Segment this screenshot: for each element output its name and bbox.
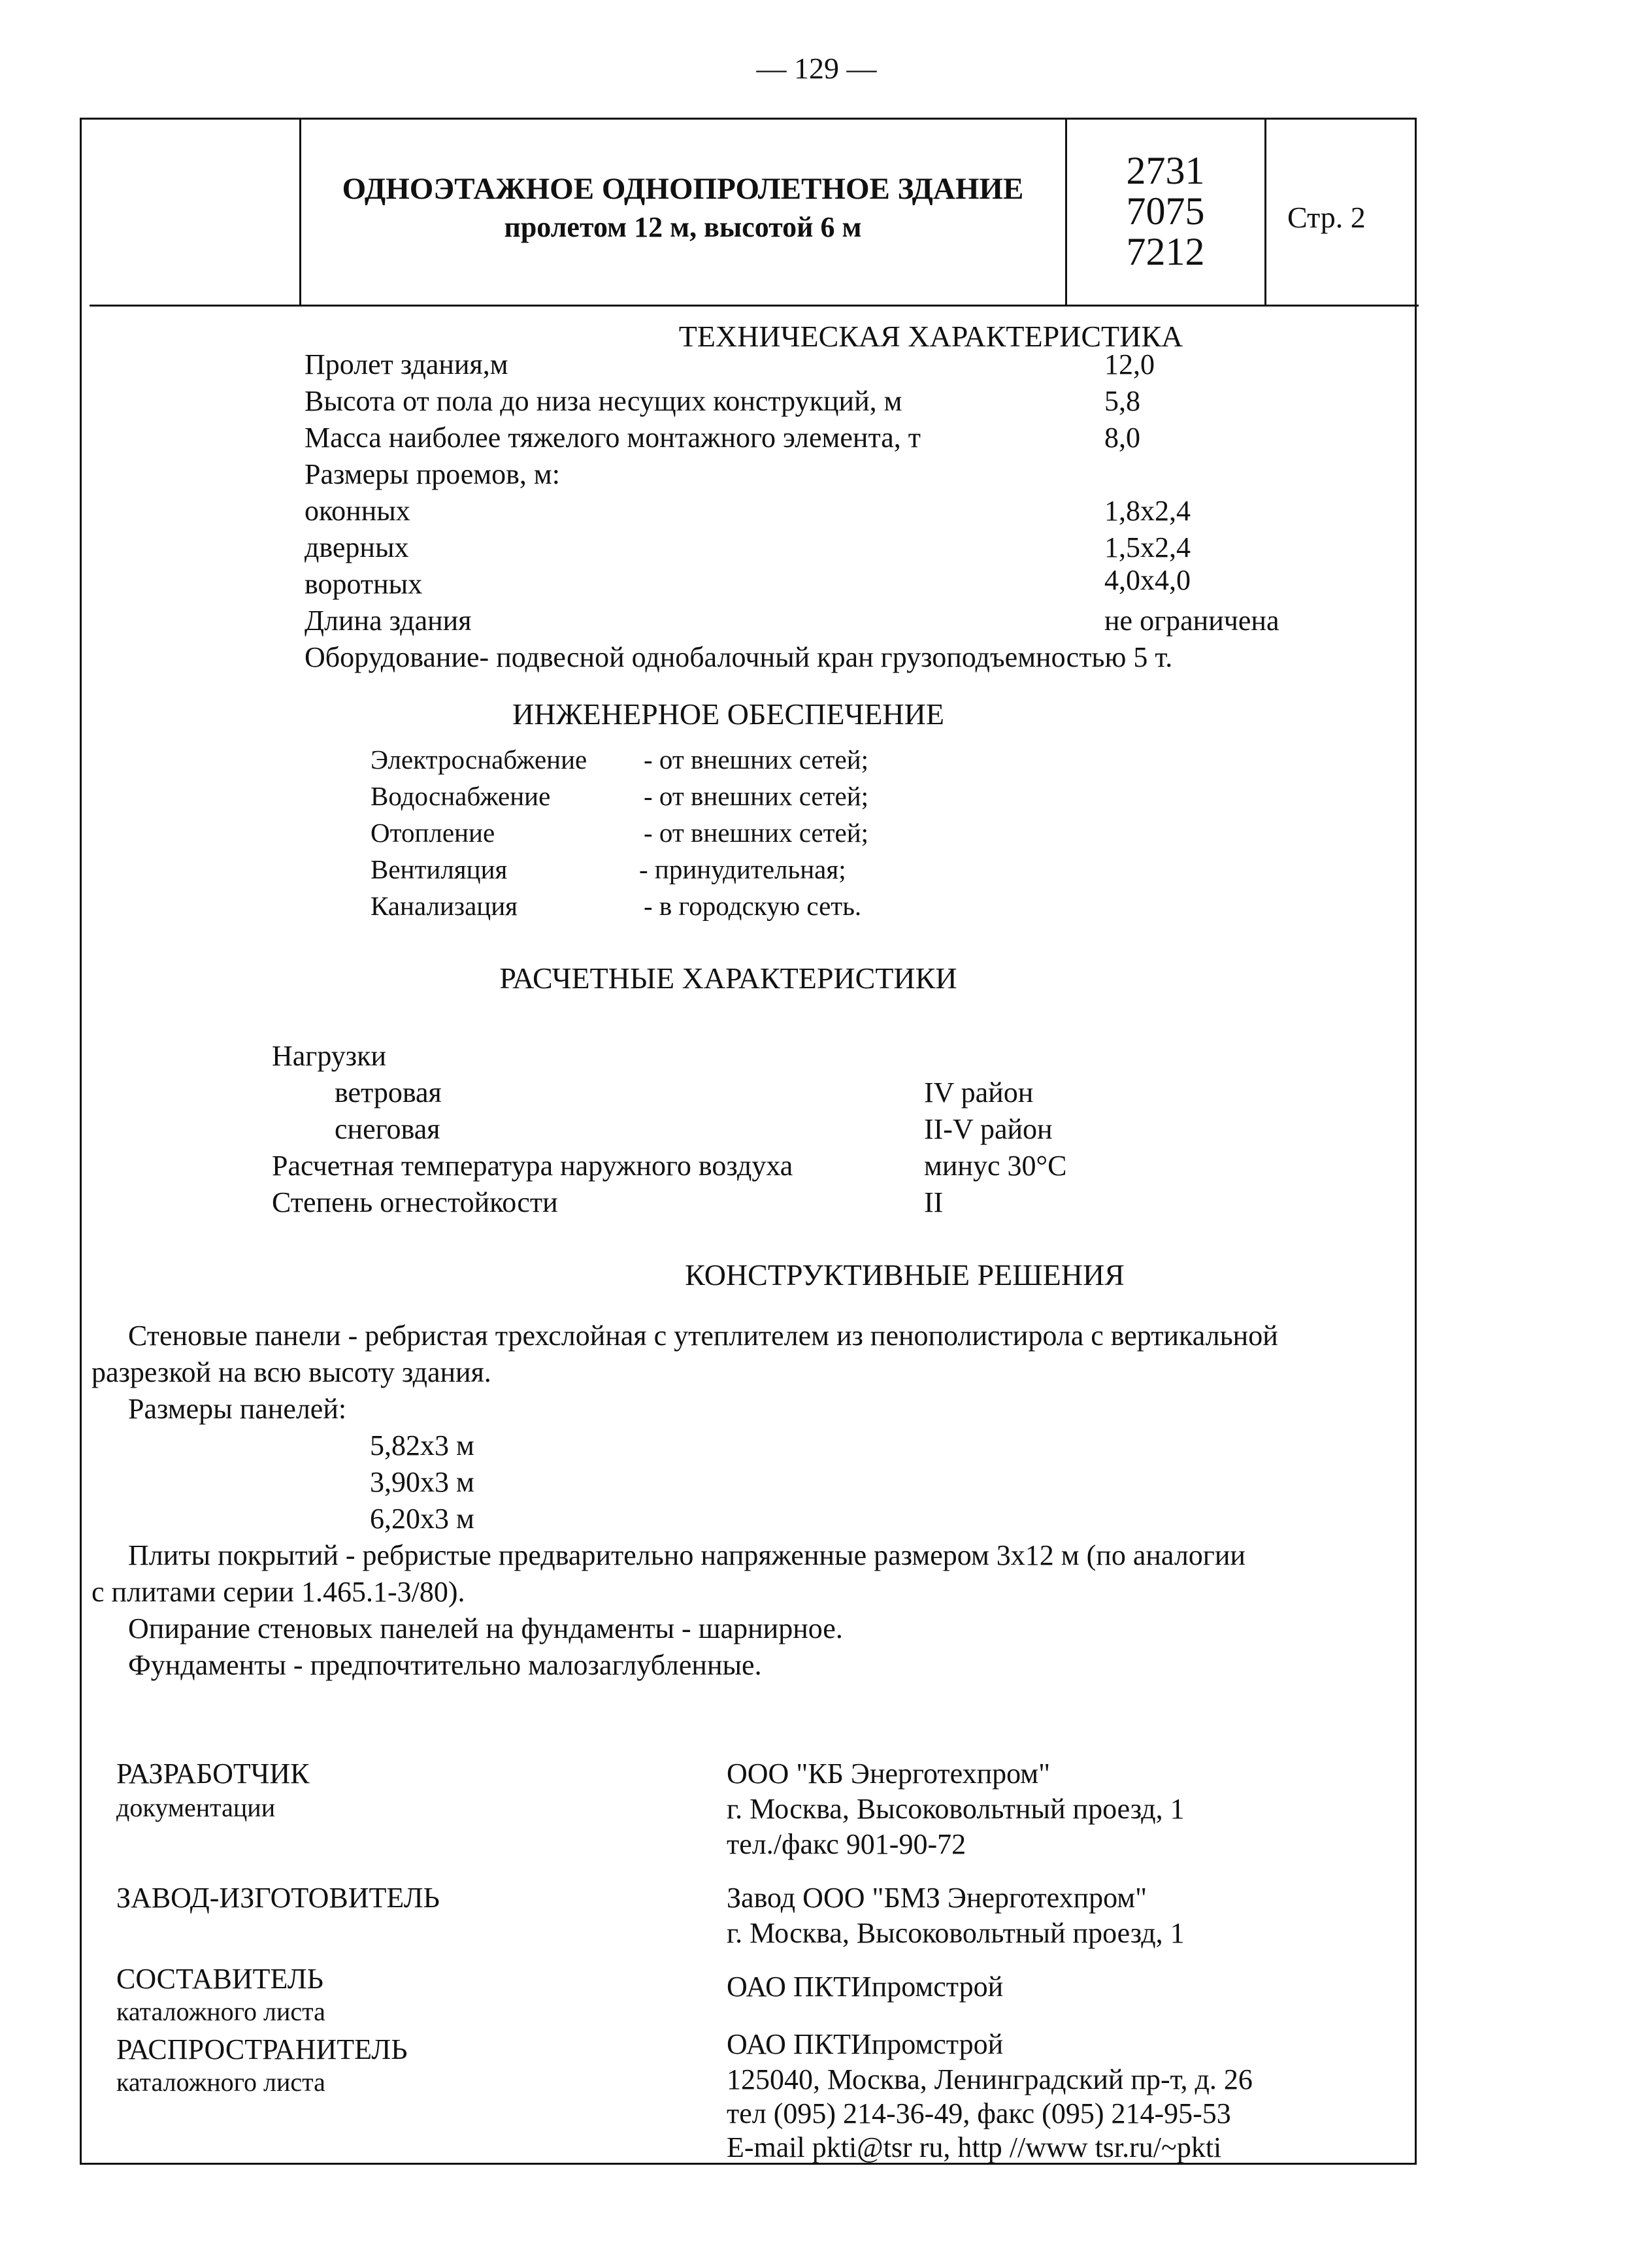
engineering-label: Электроснабжение (371, 744, 587, 775)
catalog-code: 7075 (1126, 190, 1205, 233)
distributor-contact-line: E-mail pktі@tsr ru, http //www tsr.ru/~pktі (727, 2131, 1222, 2163)
section-title-tech: ТЕХНИЧЕСКАЯ ХАРАКТЕРИСТИКА (678, 320, 1183, 353)
panel-size: 5,82x3 м (370, 1429, 474, 1461)
manufacturer-label: ЗАВОД-ИЗГОТОВИТЕЛЬ (116, 1882, 440, 1914)
paragraph-line: Плиты покрытий - ребристые предварительно напряженные размером 3x12 м (по аналогии (128, 1539, 1245, 1571)
tech-value: 12,0 (1104, 348, 1155, 380)
panel-size: 6,20x3 м (370, 1503, 474, 1535)
loads-label: Нагрузки (272, 1040, 387, 1072)
distributor-label: РАСПРОСТРАНИТЕЛЬ (116, 2033, 408, 2065)
developer-line: г. Москва, Высоковольтный проезд, 1 (727, 1793, 1185, 1825)
document-subtitle: пролетом 12 м, высотой 6 м (504, 211, 862, 243)
tech-label: оконных (305, 495, 410, 527)
developer-line: тел./факс 901-90-72 (727, 1828, 966, 1860)
tech-label: Пролет здания,м (305, 348, 508, 380)
engineering-label: Канализация (371, 891, 518, 921)
calc-label: ветровая (335, 1076, 442, 1109)
calc-value: минус 30°С (924, 1150, 1067, 1182)
manufacturer-line: г. Москва, Высоковольтный проезд, 1 (727, 1917, 1185, 1949)
compiler-value: ОАО ПКТИпромстрой (727, 1971, 1004, 2003)
tech-value: 4,0x4,0 (1104, 564, 1191, 596)
engineering-label: Вентиляция (371, 854, 508, 884)
tech-label: Масса наиболее тяжелого монтажного элемента, т (305, 422, 921, 454)
calc-value: IV район (924, 1076, 1034, 1109)
compiler-sublabel: каталожного листа (116, 1997, 325, 2026)
calc-value: II-V район (924, 1113, 1053, 1145)
sizes-label: Размеры панелей: (128, 1393, 347, 1425)
engineering-value: - принудительная; (639, 854, 846, 884)
paragraph-line: разрезкой на всю высоту здания. (91, 1356, 491, 1388)
distributor-sublabel: каталожного листа (116, 2067, 325, 2097)
header-divider (90, 305, 1419, 307)
compiler-label: СОСТАВИТЕЛЬ (116, 1963, 323, 1995)
distributor-line: ОАО ПКТИпромстрой (727, 2028, 1004, 2060)
tech-label: дверных (305, 531, 409, 563)
section-title-calc: РАСЧЕТНЫЕ ХАРАКТЕРИСТИКИ (499, 961, 957, 995)
catalog-code: 2731 (1126, 149, 1205, 192)
panel-size: 3,90x3 м (370, 1466, 474, 1498)
tech-label: Высота от пола до низа несущих конструкций, м (305, 385, 902, 417)
engineering-value: - от внешних сетей; (644, 781, 869, 811)
calc-label: Расчетная температура наружного воздуха (272, 1150, 793, 1182)
distributor-line: тел (095) 214-36-49, факс (095) 214-95-53 (727, 2097, 1231, 2129)
section-title-constructive: КОНСТРУКТИВНЫЕ РЕШЕНИЯ (685, 1258, 1125, 1292)
sheet-number: Стр. 2 (1287, 201, 1366, 234)
page-number: — 129 — (756, 52, 877, 85)
engineering-value: - от внешних сетей; (644, 818, 869, 848)
paragraph-line: с плитами серии 1.465.1-3/80). (91, 1576, 465, 1608)
tech-value: 5,8 (1104, 385, 1140, 417)
calc-label: снеговая (335, 1113, 440, 1145)
document-title: ОДНОЭТАЖНОЕ ОДНОПРОЛЕТНОЕ ЗДАНИЕ (342, 172, 1024, 206)
developer-label: РАЗРАБОТЧИК (116, 1758, 310, 1790)
tech-label: Длина здания (305, 605, 472, 637)
section-title-engineering: ИНЖЕНЕРНОЕ ОБЕСПЕЧЕНИЕ (512, 697, 944, 731)
developer-sublabel: документации (116, 1793, 276, 1822)
calc-value: II (924, 1186, 944, 1218)
tech-value: не ограничена (1104, 605, 1279, 637)
tech-label: Размеры проемов, м: (305, 458, 560, 490)
catalog-codes (1066, 150, 1264, 272)
distributor-line: 125040, Москва, Ленинградский пр-т, д. 26 (727, 2063, 1253, 2095)
paragraph-line: Опирание стеновых панелей на фундаменты - шарнирное. (128, 1612, 843, 1644)
paragraph-line: Фундаменты - предпочтительно малозаглубленные. (128, 1649, 762, 1681)
tech-value: 1,5x2,4 (1104, 531, 1191, 563)
engineering-value: - от внешних сетей; (644, 744, 869, 775)
developer-line: ООО "КБ Энерготехпром" (727, 1758, 1051, 1790)
paragraph-line: Стеновые панели - ребристая трехслойная с утеплителем из пенополистирола с вертикальной (128, 1320, 1278, 1352)
equipment-line: Оборудование- подвесной однобалочный кран грузоподъемностью 5 т. (305, 641, 1173, 673)
manufacturer-line: Завод ООО "БМЗ Энерготехпром" (727, 1882, 1147, 1914)
engineering-label: Отопление (371, 818, 495, 848)
tech-value: 8,0 (1104, 422, 1140, 454)
tech-value: 1,8x2,4 (1104, 495, 1191, 527)
engineering-label: Водоснабжение (371, 781, 551, 811)
tech-label: воротных (305, 568, 423, 600)
engineering-value: - в городскую сеть. (644, 891, 862, 921)
header-cell-divider (1264, 118, 1266, 306)
calc-label: Степень огнестойкости (272, 1186, 558, 1218)
catalog-code: 7212 (1126, 230, 1205, 273)
